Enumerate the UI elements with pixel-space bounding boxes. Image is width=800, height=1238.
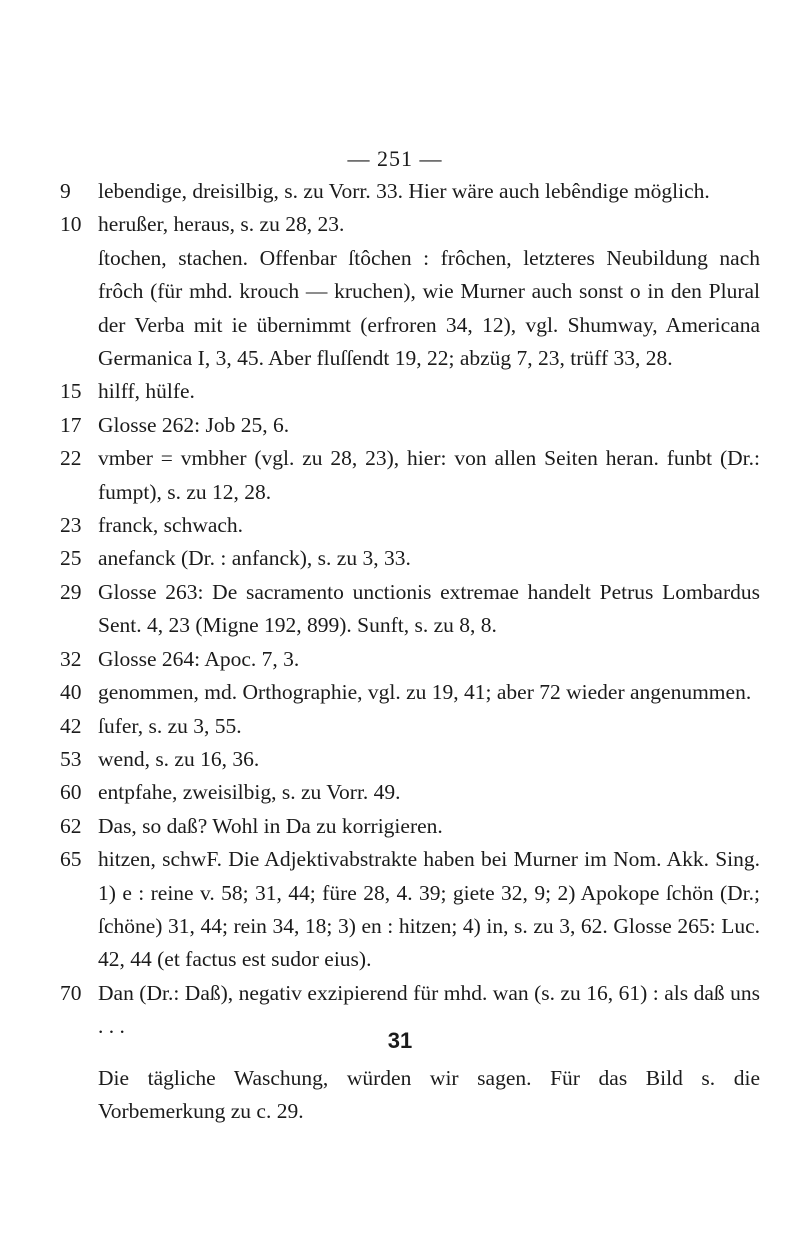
note-text: Dan (Dr.: Daß), negativ exzipierend für mhd. wan (s. zu 16, 61) : als daß uns . . . <box>98 980 760 1039</box>
note-entry <box>60 576 760 643</box>
note-entry <box>60 676 760 709</box>
line-number: 25 <box>60 546 82 571</box>
note-entry <box>60 442 760 509</box>
note-text: hilff, hülfe. <box>98 379 195 404</box>
notes-list <box>60 175 760 1044</box>
note-entry <box>60 409 760 442</box>
note-entry <box>60 643 760 676</box>
line-number: 60 <box>60 780 82 805</box>
note-text: herußer, heraus, s. zu 28, 23. <box>98 212 345 237</box>
note-text: Das, so daß? Wohl in Da zu korrigieren. <box>98 813 443 838</box>
line-number: 9 <box>60 179 71 203</box>
chapter-number: 31 <box>387 1028 413 1053</box>
note-entry <box>60 743 760 776</box>
line-number: 32 <box>60 646 82 671</box>
line-number: 17 <box>60 412 82 437</box>
line-number: 10 <box>60 212 82 237</box>
note-entry <box>60 710 760 743</box>
note-entry <box>60 175 760 208</box>
note-text: vmber = vmbher (vgl. zu 28, 23), hier: von allen Seiten heran. funbt (Dr.: fumpt), s. zu 12, 28. <box>98 446 760 504</box>
note-entry <box>60 843 760 977</box>
note-text: entpfahe, zweisilbig, s. zu Vorr. 49. <box>98 780 401 805</box>
line-number: 42 <box>60 713 82 738</box>
note-text: Glosse 262: Job 25, 6. <box>98 412 290 437</box>
line-number: 70 <box>60 980 82 1005</box>
note-entry <box>60 542 760 575</box>
note-text: lebendige, dreisilbig, s. zu Vorr. 33. Hier wäre auch lebêndige möglich. <box>98 179 710 203</box>
line-number: 65 <box>60 847 82 872</box>
note-entry <box>60 810 760 843</box>
note-text: hitzen, schwF. Die Adjektivabstrakte haben bei Murner im Nom. Akk. Sing. 1) e : reine v. 58; 31, 44; füre 28, 4. 39; giete 32, 9; 2) Apokope ſchön (Dr.; ſchöne) 31, 44; rein 34, 18; 3) en : hitzen; 4) in, s. zu 3, 62. Glosse 265: Luc. 42, 44 (et factus est sudor eius). <box>98 847 760 972</box>
line-number: 40 <box>60 680 82 705</box>
note-entry <box>60 509 760 542</box>
line-number: 53 <box>60 746 82 771</box>
note-entry <box>60 776 760 809</box>
note-entry <box>60 208 760 241</box>
line-number: 23 <box>60 513 82 538</box>
note-text: genommen, md. Orthographie, vgl. zu 19, 41; aber 72 wieder angenummen. <box>98 680 752 705</box>
line-number: 15 <box>60 379 82 404</box>
note-text: ſufer, s. zu 3, 55. <box>98 713 242 738</box>
page-number: — 251 — <box>347 146 443 171</box>
note-text: Glosse 263: De sacramento unctionis extremae handelt Petrus Lombardus Sent. 4, 23 (Migne 192, 899). Sunft, s. zu 8, 8. <box>98 579 760 638</box>
line-number: 29 <box>60 579 82 604</box>
note-text: franck, schwach. <box>98 513 244 538</box>
note-text: wend, s. zu 16, 36. <box>98 746 260 771</box>
note-text: ſtochen, stachen. Offenbar ſtôchen : frôchen, letzteres Neubildung nach frôch (für mhd. krouch — kruchen), wie Murner auch sonst o in den Plural der Verba mit ie übernimmt (erfroren 34, 12), vgl. Shumway, Americana Germanica I, 3, 45. Aber fluſſendt 19, 22; abzüg 7, 23, trüff 33, 28. <box>98 245 760 371</box>
chapter-note: Die tägliche Waschung, würden wir sagen. Für das Bild s. die Vorbemerkung zu c. 29. <box>98 1066 760 1124</box>
note-text: anefanck (Dr. : anfanck), s. zu 3, 33. <box>98 546 411 571</box>
line-number: 22 <box>60 446 82 471</box>
note-entry <box>60 375 760 408</box>
line-number: 62 <box>60 813 82 838</box>
note-text: Glosse 264: Apoc. 7, 3. <box>98 646 300 671</box>
note-entry <box>60 242 760 376</box>
